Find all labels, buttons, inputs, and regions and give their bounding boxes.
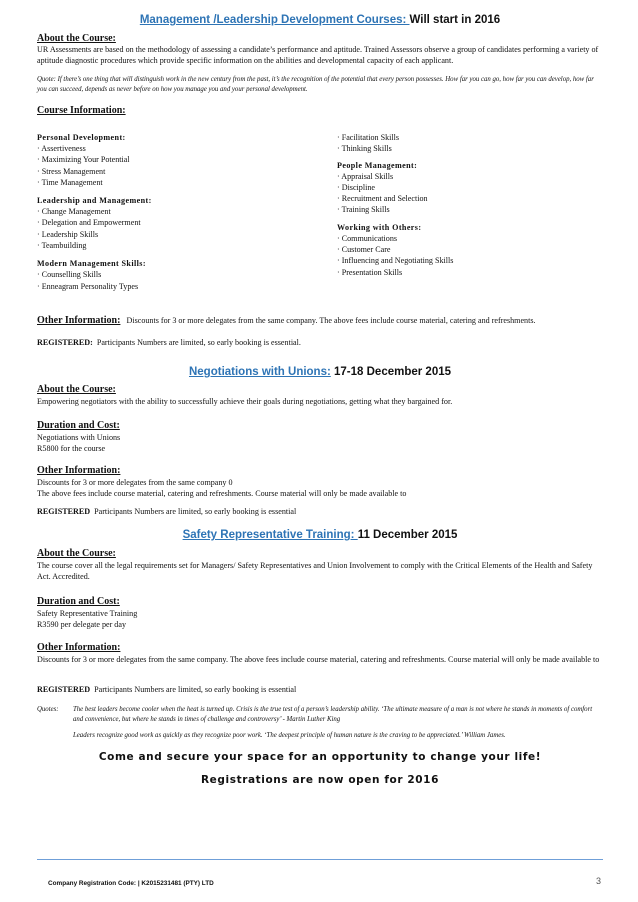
list-item: · Change Management [37, 207, 111, 217]
course-info-heading: Course Information: [37, 105, 126, 116]
mgmt-other-heading: Other Information: [37, 315, 121, 326]
mgmt-quote: Quote: If there’s one thing that will distinguish work in the new century from the past, it’s the recognition of the potential that every person possesses. How far you can go, how far you can develop, how far you can succeed, depends as never before on how you manage you and your personal development. [37, 76, 594, 93]
list-item: · Facilitation Skills [337, 133, 400, 142]
list-item: · Thinking Skills [337, 144, 392, 154]
safety-other-text: Discounts for 3 or more delegates from the same company. The above fees include course material, catering and refreshments. Course material will only be made available to [37, 655, 600, 664]
list-item: · Appraisal Skills [337, 171, 394, 181]
nego-duration-line: Negotiations with Unions [37, 433, 121, 442]
registered-label: REGISTERED [37, 685, 91, 694]
list-heading: Personal Development: [37, 133, 126, 142]
mgmt-about-text: UR Assessments are based on the methodology of assessing a candidate’s performance and aptitude. Trained Assessors observe a group of candidates performing a variety of aptitude diagnostic procedures which provide specific information on the abilities and developmental capacity of each applicant. [37, 45, 599, 65]
list-item: · Assertiveness [37, 144, 86, 153]
course-list-right [337, 132, 603, 292]
mgmt-other-text: Discounts for 3 or more delegates from the same company. The above fees include course material, catering and refreshments. [126, 316, 536, 325]
list-heading: Modern Management Skills: [37, 259, 146, 269]
nego-registered [37, 507, 603, 518]
list-item: · Leadership Skills [37, 229, 99, 239]
safety-other-heading: Other Information: [37, 642, 121, 653]
list-heading: Working with Others: [337, 222, 422, 232]
list-item: · Enneagram Personality Types [37, 281, 139, 291]
list-item: · Influencing and Negotiating Skills [337, 256, 454, 266]
negotiations-title-date: 17-18 December 2015 [330, 366, 452, 378]
safety-title [37, 529, 603, 541]
nego-about-heading: About the Course: [37, 384, 116, 395]
list-item: · Delegation and Empowerment [37, 218, 141, 228]
safety-title-date: 11 December 2015 [357, 529, 458, 541]
list-item: · Communications [337, 233, 398, 243]
course-lists [37, 132, 603, 292]
registered-text: Participants Numbers are limited, so early booking is essential [94, 507, 297, 516]
management-title [37, 14, 603, 26]
nego-about-text: Empowering negotiators with the ability to successfully achieve their goals during negotiations, getting what they bargained for. [37, 397, 453, 406]
quotes-label: Quotes: [37, 706, 59, 713]
mgmt-about-heading: About the Course: [37, 33, 116, 44]
list-item: · Maximizing Your Potential [37, 155, 130, 165]
footer-divider [37, 859, 603, 860]
safety-title-link: Safety Representative Training: [182, 529, 358, 541]
safety-duration-heading: Duration and Cost: [37, 596, 120, 607]
safety-about-heading: About the Course: [37, 548, 116, 559]
list-item: · Stress Management [37, 166, 106, 176]
list-item: · Recruitment and Selection [337, 194, 428, 204]
quote-text: Leaders recognize good work as quickly as they recognize poor work. ‘The deepest principle of human nature is the craving to be appreciated.’ William James. [73, 732, 506, 739]
registered-label: REGISTERED: [37, 338, 93, 347]
negotiations-title-link: Negotiations with Unions: [188, 366, 331, 378]
list-item: · Training Skills [337, 205, 390, 215]
nego-other-line: The above fees include course material, catering and refreshments. Course material will only be made available to [37, 488, 407, 498]
registration-notice: Registrations are now open for 2016 [201, 774, 439, 786]
list-heading: People Management: [337, 160, 418, 170]
nego-other-heading: Other Information: [37, 465, 121, 476]
list-heading: Leadership and Management: [37, 196, 152, 206]
nego-duration-heading: Duration and Cost: [37, 420, 120, 431]
nego-duration-line: R5800 for the course [37, 443, 106, 453]
mgmt-other-info [37, 316, 603, 327]
call-to-action: Come and secure your space for an opportunity to change your life! [98, 751, 542, 763]
list-item: · Counselling Skills [37, 270, 102, 280]
safety-registered [37, 685, 603, 696]
list-item: · Customer Care [337, 245, 391, 255]
list-item: · Discipline [337, 182, 375, 192]
registered-label: REGISTERED [37, 507, 91, 516]
negotiations-title [37, 366, 603, 378]
safety-duration-line: Safety Representative Training [37, 609, 138, 618]
quotes-block [37, 705, 603, 741]
course-list-left [37, 132, 337, 292]
registered-text: Participants Numbers are limited, so early booking is essential [94, 685, 297, 694]
list-item: · Presentation Skills [337, 267, 403, 277]
management-title-link: Management /Leadership Development Courses: [139, 14, 410, 26]
list-item: · Teambuilding [37, 241, 87, 251]
list-item: · Time Management [37, 177, 103, 187]
safety-duration-line: R3590 per delegate per day [37, 619, 126, 629]
quote-text: The best leaders become cooler when the heat is turned up. Crisis is the true test of a person’s leadership ability. ‘The ultimate measure of a man is not where he stands in moments of comfort and convenience, but where he stands in times of challenge and controversy’ - Martin Luther King [73, 706, 593, 723]
safety-about-text: The course cover all the legal requirements set for Managers/ Safety Representatives and Union Involvement to comply with the Critical Elements of the Health and Safety Act. Accredited. [37, 561, 593, 581]
registered-text: Participants Numbers are limited, so early booking is essential. [96, 338, 301, 347]
page-number: 3 [595, 876, 601, 886]
mgmt-registered [37, 338, 603, 349]
management-title-date: Will start in 2016 [409, 14, 501, 26]
nego-other-line: Discounts for 3 or more delegates from the same company 0 [37, 478, 233, 487]
footer-company-registration: Company Registration Code: | K2015231481 (PTY) LTD [48, 880, 214, 887]
